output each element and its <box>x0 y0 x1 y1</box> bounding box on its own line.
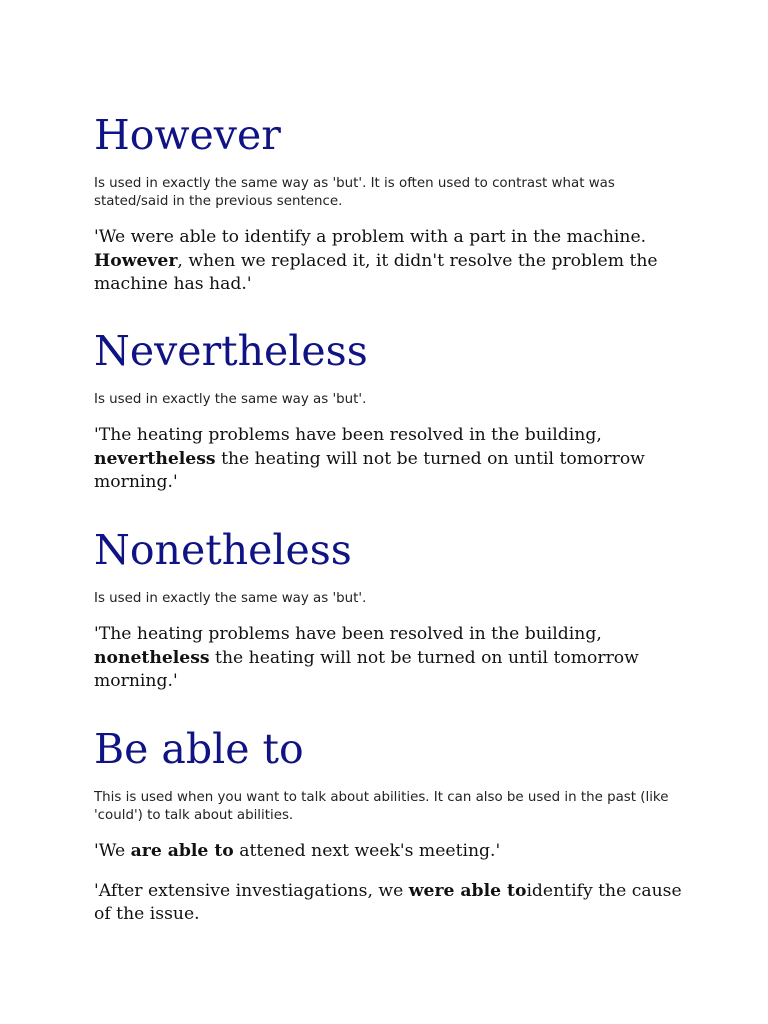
example-keyword: are able to <box>130 841 234 862</box>
example-text: the heating will not be turned on until tomorrow morning.' <box>94 448 645 493</box>
example-sentence <box>94 623 684 694</box>
section-description: This is used when you want to talk about abilities. It can also be used in the past (like 'could') to talk about abilities. <box>94 790 669 824</box>
example-sentence <box>94 226 679 297</box>
example-keyword: were able to <box>408 880 527 901</box>
section-be-able-to <box>94 726 694 927</box>
section-heading: Nevertheless <box>94 327 368 375</box>
example-text: 'The heating problems have been resolved in the building, <box>94 425 602 446</box>
example-text: 'We <box>94 841 131 862</box>
example-text: 'After extensive investiagations, we <box>94 880 409 901</box>
example-text: attened next week's meeting.' <box>233 841 501 862</box>
section-nevertheless <box>94 328 694 495</box>
section-heading: Be able to <box>94 725 304 773</box>
section-heading: However <box>94 111 281 159</box>
example-text: , when we replaced it, it didn't resolve the problem the machine has had.' <box>94 250 658 295</box>
section-description: Is used in exactly the same way as 'but'. <box>94 591 367 607</box>
example-sentence <box>94 424 654 495</box>
section-description: Is used in exactly the same way as 'but'. It is often used to contrast what was stated/said in the previous sentence. <box>94 176 615 210</box>
section-description: Is used in exactly the same way as 'but'. <box>94 392 367 408</box>
section-however <box>94 112 694 297</box>
example-keyword: nonetheless <box>94 647 210 668</box>
example-text: identify the cause of the issue. <box>94 880 682 925</box>
example-keyword: However <box>94 250 178 271</box>
example-text: the heating will not be turned on until tomorrow morning.' <box>94 647 639 692</box>
example-text: 'We were able to identify a problem with a part in the machine. <box>94 227 647 248</box>
section-nonetheless <box>94 527 694 694</box>
example-keyword: nevertheless <box>94 448 216 469</box>
example-sentence <box>94 840 684 864</box>
example-text: 'The heating problems have been resolved in the building, <box>94 624 602 645</box>
example-sentence <box>94 880 684 927</box>
section-heading: Nonetheless <box>94 526 352 574</box>
